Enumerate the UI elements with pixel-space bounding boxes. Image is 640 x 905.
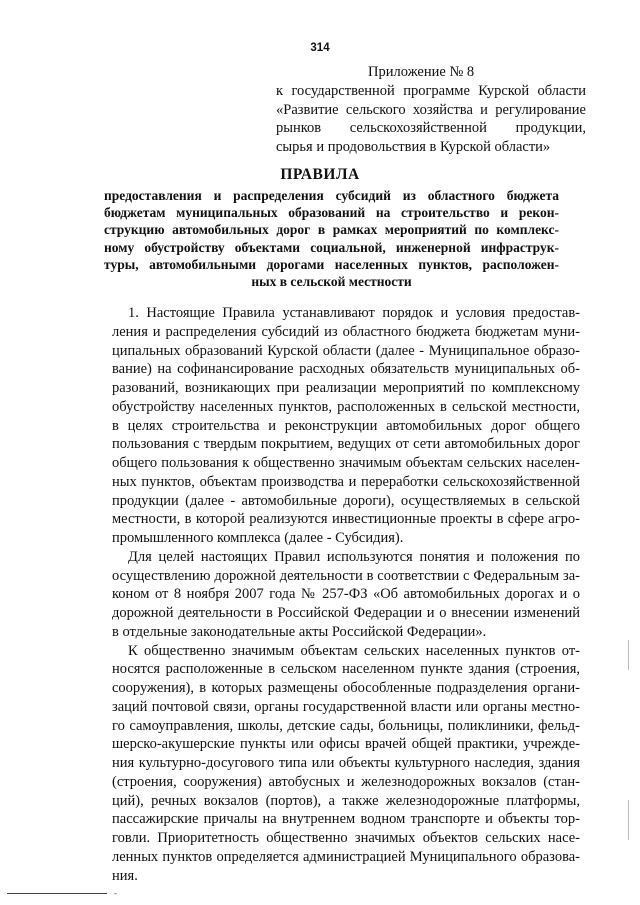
paragraph-line: дорожной деятельности в Российской Федерации и о внесении изменений — [112, 605, 580, 621]
footnote-rule — [7, 893, 107, 894]
document-subtitle — [104, 187, 559, 290]
subtitle-line: предоставления и распределения субсидий из областного бюджета — [104, 188, 559, 203]
paragraph-line: ций), речных вокзалов (портов), а также железнодорожные платформы, — [112, 792, 580, 809]
paragraph — [112, 642, 580, 886]
footnote-mark: - — [114, 888, 117, 898]
paragraph-line: пассажирские причалы на внутреннем водном транспорте и объекты тор- — [112, 811, 580, 828]
document-title: ПРАВИЛА — [280, 166, 360, 183]
paragraph-line: продукции (далее - автомобильные дороги), осуществляемых в сельской — [112, 492, 580, 509]
paragraph-line: пользования с твердым покрытием, ведущих от сети автомобильных дорог — [112, 436, 580, 453]
paragraph-line: сооружения), в которых размещены обособленные подразделения органи- — [112, 680, 580, 696]
appendix-line: рынков сельскохозяйственной продукции, — [276, 120, 586, 137]
subtitle-line: струкцию автомобильных дорог в рамках мероприятий по комплекс- — [104, 222, 559, 238]
paragraph-line: обустройству населенных пунктов, расположенных в сельской местности, — [112, 398, 580, 415]
paragraph-line: ципальных образований Курской области (далее - Муниципальное образо- — [112, 342, 580, 359]
subtitle-line: бюджетам муниципальных образований на строительство и рекон- — [104, 205, 559, 221]
paragraph-line: общего пользования к общественно значимым объектам сельских населен- — [112, 455, 580, 471]
appendix-header — [276, 63, 586, 157]
paragraph — [112, 548, 580, 642]
paragraph-line: ния. — [112, 867, 138, 884]
paragraph-line: (строения, сооружения) автобусных и железнодорожных вокзалов (стан- — [112, 773, 580, 790]
paragraph-line: разований, возникающих при реализации мероприятий по комплексному — [112, 380, 580, 396]
paragraph-line: коном от 8 ноября 2007 года № 257-ФЗ «Об автомобильных дорогах и о — [112, 586, 580, 603]
appendix-line: сырья и продовольствия в Курской области» — [276, 139, 551, 156]
subtitle-line: ному обустройству объектами социальной, инженерной инфраструк- — [104, 239, 559, 255]
appendix-line: к государственной программе Курской области — [276, 82, 586, 99]
appendix-line: Приложение № 8 — [368, 64, 475, 80]
paragraph-line: говли. Приоритетность общественно значимых объектов сельских насе- — [112, 830, 580, 846]
paragraph-line: в отдельные законодательные акты Российской Федерации». — [112, 623, 487, 640]
document-body — [112, 304, 580, 885]
scan-mark — [628, 640, 629, 670]
paragraph-line: заций почтовой связи, органы государственной власти или органы местно- — [112, 698, 580, 715]
paragraph-line: осуществлению дорожной деятельности в соответствии с Федеральным за- — [112, 567, 580, 584]
paragraph-line: ления и распределения субсидий из областного бюджета бюджетам муни- — [112, 323, 580, 340]
page-number: 314 — [310, 42, 330, 54]
paragraph-line: 1. Настоящие Правила устанавливают порядок и условия предостав- — [128, 305, 580, 321]
paragraph-line: вание) на софинансирование расходных обязательств муниципальных об- — [112, 361, 580, 378]
paragraph-line: шерско-акушерские пункты или офисы врачей общей практики, учрежде- — [112, 736, 580, 753]
paragraph-line: Для целей настоящих Правил используются понятия и положения по — [128, 548, 580, 565]
paragraph-line: ных пунктов, объектам производства и переработки сельскохозяйственной — [112, 473, 580, 490]
paragraph-line: ленных пунктов определяется администрацией Муниципального образова- — [112, 848, 580, 865]
paragraph-line: К общественно значимым объектам сельских населенных пунктов от- — [128, 642, 580, 659]
scan-mark — [628, 800, 629, 840]
subtitle-line: туры, автомобильными дорогами населенных пунктов, расположен- — [104, 256, 559, 272]
paragraph-line: местности, в которой реализуются инвестиционные проекты в сфере агро- — [112, 511, 580, 528]
subtitle-line: ных в сельской местности — [251, 274, 412, 290]
paragraph — [112, 304, 580, 548]
paragraph-line: ния культурно-досугового типа или объекты культурного наследия, здания — [112, 755, 580, 771]
paragraph-line: промышленного комплекса (далее - Субсидия). — [112, 530, 404, 546]
paragraph-line: го самоуправления, школы, детские сады, больницы, поликлиники, фельд- — [112, 717, 580, 734]
appendix-line: «Развитие сельского хозяйства и регулирование — [276, 101, 586, 118]
paragraph-line: носятся расположенные в сельском населенном пункте здания (строения, — [112, 661, 580, 678]
paragraph-line: в целях строительства и реконструкции автомобильных дорог общего — [112, 417, 580, 434]
